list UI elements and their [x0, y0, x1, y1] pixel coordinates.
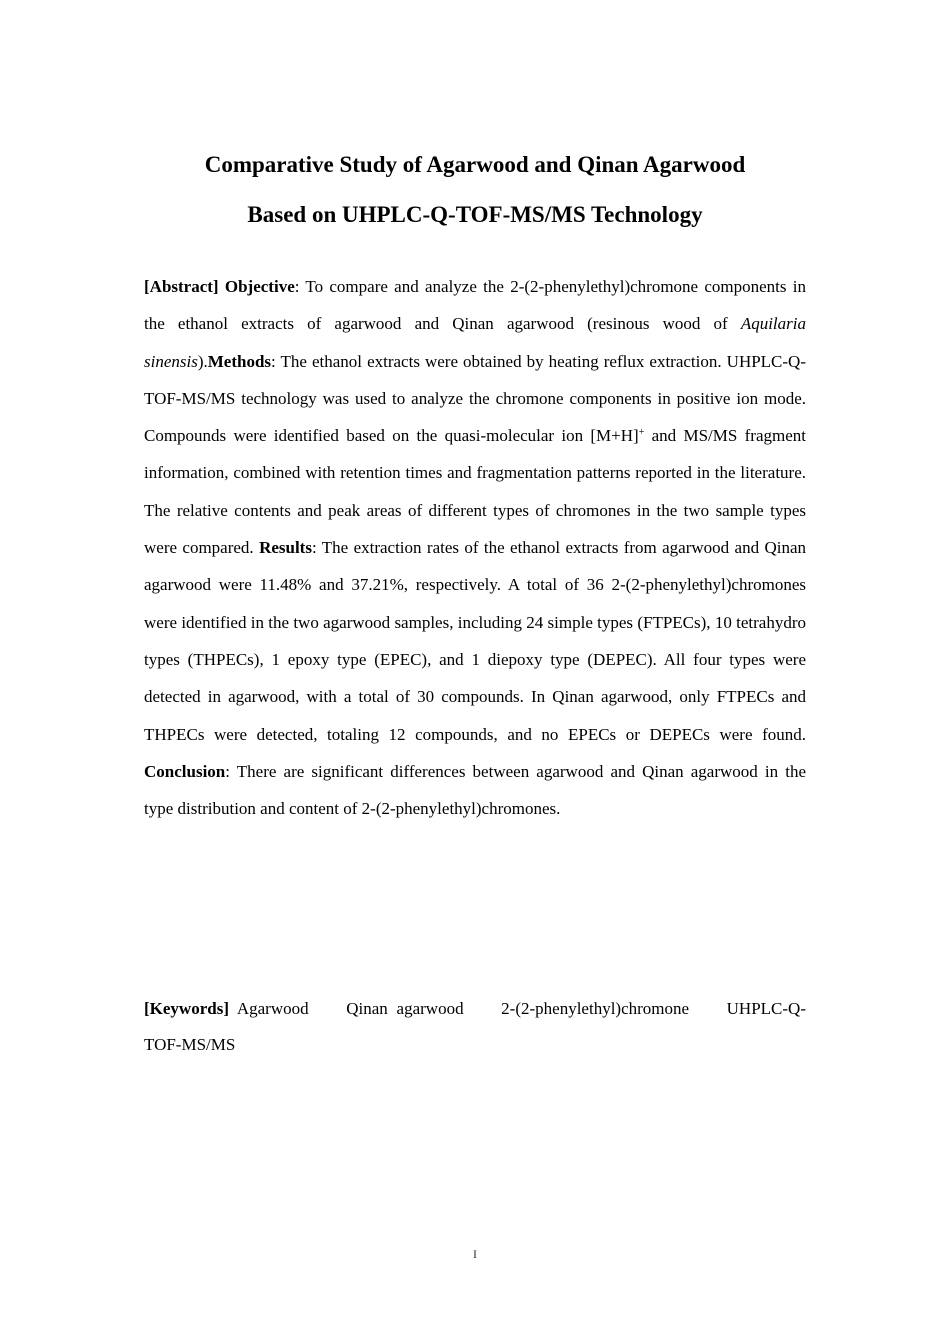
methods-label: Methods: [207, 351, 272, 371]
keyword-item: Qinan agarwood: [346, 999, 464, 1018]
paper-title-line-1: Comparative Study of Agarwood and Qinan Agarwood: [204, 152, 746, 177]
objective-text-2: ).: [197, 351, 208, 371]
keyword-item: UHPLC-Q-TOF-MS/MS: [144, 999, 806, 1054]
page-number: I: [473, 1247, 477, 1261]
conclusion-text: : There are significant differences between agarwood and Qinan agarwood in the type distribution and content of 2-(2-phenylethyl)chromones.: [144, 761, 806, 819]
keyword-item: 2-(2-phenylethyl)chromone: [501, 999, 690, 1018]
results-label: Results: [259, 538, 312, 558]
methods-text-1: : The ethanol extracts were obtained by heating reflux extraction. UHPLC-Q-TOF-MS/MS technology was used to analyze the chromone components in positive ion mode. Compounds were identified based on the quasi-molecular ion [M+H]: [144, 351, 806, 446]
methods-superscript: +: [638, 427, 645, 439]
abstract-paragraph: [144, 268, 806, 827]
species-name: Aquilaria sinensis: [144, 314, 806, 371]
paper-title-line-2: Based on UHPLC-Q-TOF-MS/MS Technology: [247, 202, 703, 227]
keywords-label: [Keywords]: [144, 999, 229, 1018]
methods-text-2: and MS/MS fragment information, combined with retention times and fragmentation patterns reported in the literature. The relative contents and peak areas of different types of chromones in the two sample types were compared.: [144, 426, 806, 558]
objective-label: Objective: [224, 277, 295, 296]
keyword-item: Agarwood: [236, 999, 309, 1018]
results-text: : The extraction rates of the ethanol extracts from agarwood and Qinan agarwood were 11.48% and 37.21%, respectively. A total of 36 2-(2-phenylethyl)chromones were identified in the two agarwood samples, including 24 simple types (FTPECs), 10 tetrahydro types (THPECs), 1 epoxy type (EPEC), and 1 diepoxy type (DEPEC). All four types were detected in agarwood, with a total of 30 compounds. In Qinan agarwood, only FTPECs and THPECs were detected, totaling 12 compounds, and no EPECs or DEPECs were found.: [144, 538, 806, 744]
conclusion-label: Conclusion: [144, 761, 226, 781]
objective-text-1: : To compare and analyze the 2-(2-phenylethyl)chromone components in the ethanol extracts of agarwood and Qinan agarwood (resinous wood of: [144, 277, 807, 334]
abstract-label: [Abstract]: [144, 277, 219, 296]
keywords-paragraph: [144, 991, 806, 1063]
